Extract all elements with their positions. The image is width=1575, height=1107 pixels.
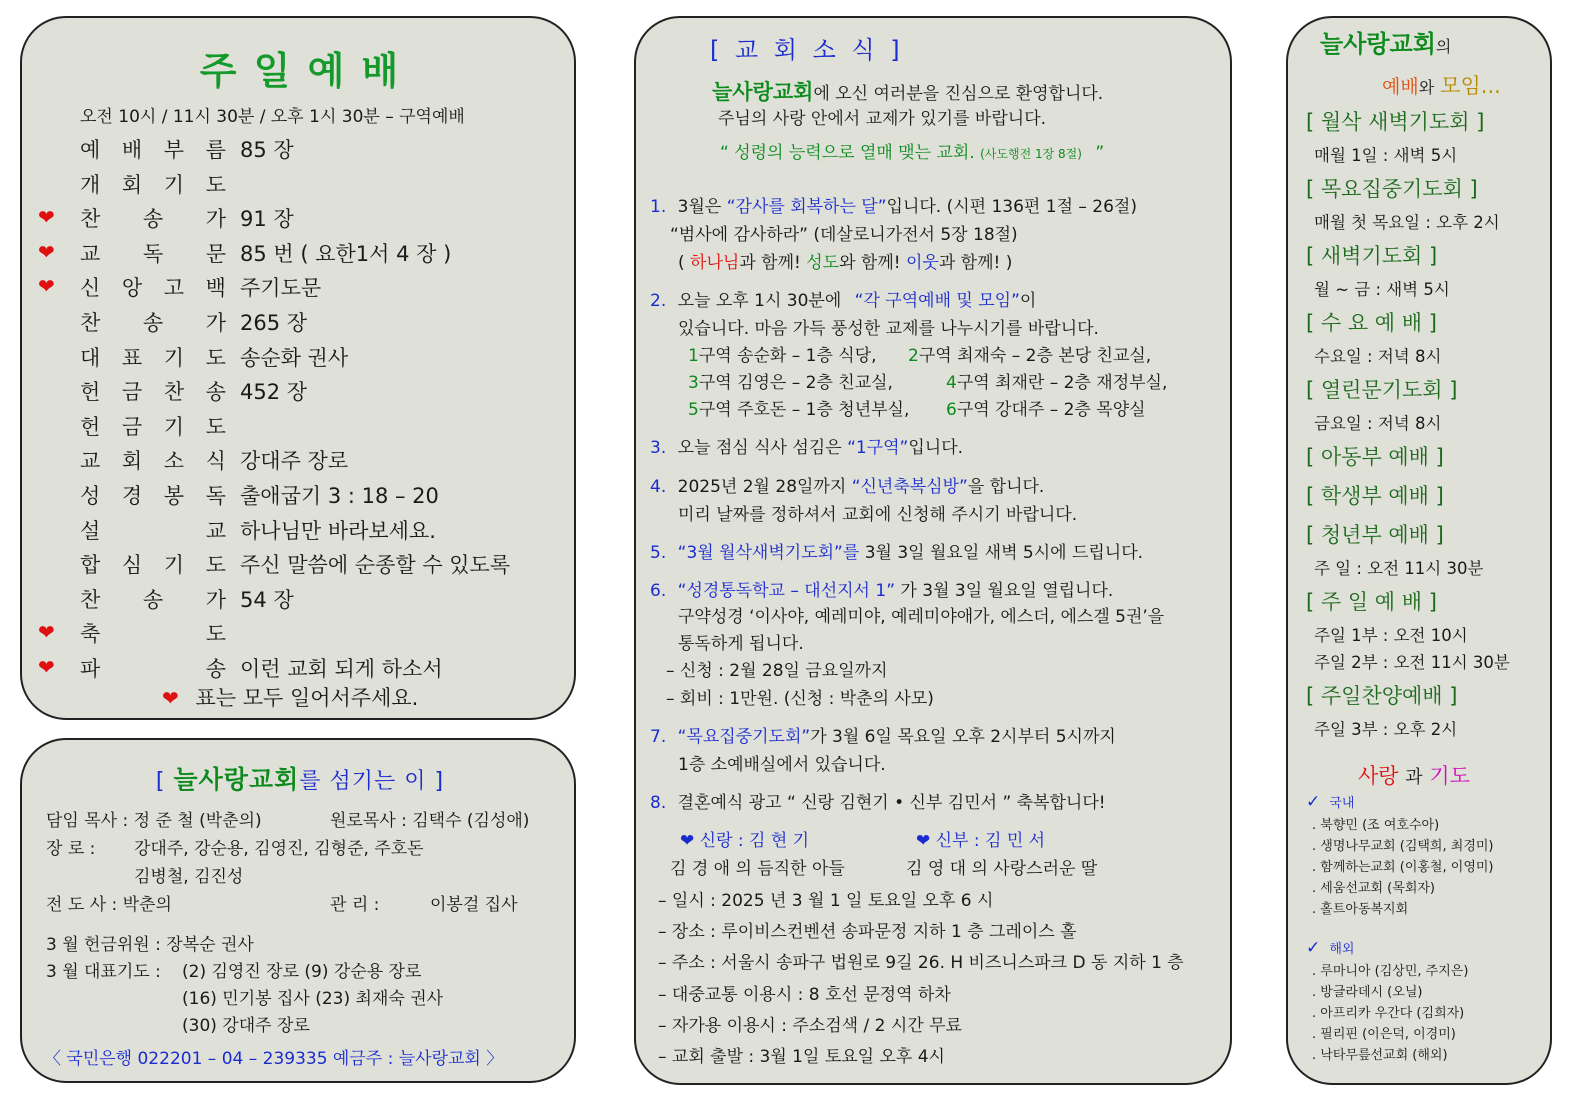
news-highlight: “3월 월삭새벽기도회”를 xyxy=(677,543,860,563)
schedule-time: 주 일 : 오전 11시 30분 xyxy=(1314,559,1484,578)
news-item-6-line-5: – 회비 : 1만원. (신청 : 박춘의 사모) xyxy=(666,689,934,709)
domestic-mission-item: . 북향민 (조 여호수아) xyxy=(1312,818,1440,833)
news-highlight: “신년축복심방” xyxy=(851,477,968,497)
worship-item-value: 265 장 xyxy=(240,311,308,335)
worship-order-item xyxy=(22,238,578,270)
motto-reference: (사도행전 1장 8절) xyxy=(980,147,1082,161)
schedule-heading: [ 수 요 예 배 ] xyxy=(1306,311,1437,335)
news-text: 결혼예식 광고 “ 신랑 김현기 • 신부 김민서 ” 축복합니다! xyxy=(677,793,1106,813)
news-item-3 xyxy=(650,433,963,458)
label-char: 금 xyxy=(121,414,143,439)
label-char: 심 xyxy=(121,553,143,578)
worship-order-panel xyxy=(20,16,576,720)
motto-close: ” xyxy=(1095,143,1105,163)
label-char: 도 xyxy=(205,414,226,439)
label-char: 송 xyxy=(142,587,164,612)
news-text: 을 합니다. xyxy=(967,477,1045,497)
label-char: 도 xyxy=(205,622,226,647)
church-news-panel xyxy=(634,16,1232,1085)
check-icon: ✓ xyxy=(1306,792,1321,812)
label-char: 교 xyxy=(80,449,101,474)
label-char: 독 xyxy=(142,241,164,266)
worship-order-item xyxy=(22,411,578,443)
news-text: 이 xyxy=(1019,291,1037,311)
prayer-line-1: (2) 김영진 장로 (9) 강순용 장로 xyxy=(182,962,422,982)
worship-item-label xyxy=(80,272,226,302)
label-char: 회 xyxy=(121,449,143,474)
schedule-heading: [ 새벽기도회 ] xyxy=(1306,244,1438,268)
worship-item-value: 출애굽기 3 : 18 – 20 xyxy=(240,484,439,508)
paren: ( xyxy=(678,253,685,273)
label-char: 회 xyxy=(121,172,143,197)
label-char: 봉 xyxy=(163,484,185,508)
news-number: 1. xyxy=(650,197,667,217)
worship-item-value: 송순화 권사 xyxy=(240,345,349,370)
domestic-mission-item: . 홀트아동복지회 xyxy=(1312,902,1409,917)
worship-item-value: 강대주 장로 xyxy=(240,449,349,474)
worship-order-item xyxy=(22,307,578,339)
welcome-text: 에 오신 여러분을 진심으로 환영합니다. xyxy=(813,84,1104,104)
zone-item xyxy=(946,368,1167,393)
overseas-heading xyxy=(1306,938,1354,958)
worship-time: 오전 10시 / 11시 30분 / 오후 1시 30분 – 구역예배 xyxy=(80,107,465,127)
label-char: 경 xyxy=(121,484,143,508)
worship-item-value: 452 장 xyxy=(240,380,308,405)
schedule-title xyxy=(1320,24,1451,59)
news-text: 과 함께! xyxy=(739,253,801,273)
news-item-6-line-2: 구약성경 ‘이사야, 예레미야, 예레미야애가, 에스더, 에스겔 5권’을 xyxy=(678,607,1165,627)
worship-footnote-text: 표는 모두 일어서주세요. xyxy=(195,686,419,710)
news-item-4 xyxy=(650,472,1044,497)
news-highlight: 이웃 xyxy=(906,253,939,273)
elders-label: 장 로 : xyxy=(46,839,96,859)
zone-item xyxy=(946,395,1146,420)
overseas-mission-item: . 루마니아 (김상민, 주지은) xyxy=(1312,964,1469,979)
label-char: 가 xyxy=(205,311,226,335)
wedding-detail-line: – 장소 : 루이비스컨벤션 송파문정 지하 1 층 그레이스 홀 xyxy=(658,922,1077,943)
worship-order-item xyxy=(22,203,578,235)
news-text: 오늘 점심 식사 섬김은 xyxy=(677,438,842,458)
schedule-heading: [ 청년부 예배 ] xyxy=(1306,523,1444,547)
label-char: 표 xyxy=(121,345,143,370)
prayer-text: 기도 xyxy=(1429,764,1470,788)
news-item-1-line-3 xyxy=(678,248,1012,273)
label-char: 기 xyxy=(163,553,185,578)
news-number: 6. xyxy=(650,581,667,601)
worship-item-value: 하나님만 바라보세요. xyxy=(240,518,436,543)
bracket-open: [ xyxy=(155,769,166,794)
news-highlight: “각 구역예배 및 모임” xyxy=(854,291,1020,311)
worship-item-label xyxy=(80,238,226,268)
label-char: 송 xyxy=(205,657,226,681)
news-text: 입니다. xyxy=(908,438,964,458)
worship-order-item xyxy=(22,584,578,616)
label-char: 가 xyxy=(205,587,226,612)
worship-footnote xyxy=(162,682,418,712)
senior-pastor: 담임 목사 : 정 준 철 (박춘의) xyxy=(46,811,262,831)
schedule-subtitle xyxy=(1382,70,1501,100)
subtitle-worship: 예배 xyxy=(1382,76,1419,98)
schedule-time: 주일 1부 : 오전 10시 xyxy=(1314,626,1468,645)
worship-item-value: 주신 말씀에 순종할 수 있도록 xyxy=(240,553,511,578)
news-item-6 xyxy=(650,576,1113,601)
label-char: 문 xyxy=(205,241,226,266)
label-char: 기 xyxy=(163,345,185,370)
wedding-detail-line: – 주소 : 서울시 송파구 법원로 9길 26. H 비즈니스파크 D 동 지하 1 층 xyxy=(658,953,1184,974)
schedule-time: 금요일 : 저녁 8시 xyxy=(1314,414,1442,433)
label-char: 식 xyxy=(205,449,226,474)
schedule-time: 주일 3부 : 오후 2시 xyxy=(1314,720,1458,739)
heart-icon: ❤ xyxy=(38,239,55,264)
news-text: 3월은 xyxy=(677,197,722,217)
news-number: 2. xyxy=(650,291,667,311)
label-char: 앙 xyxy=(121,276,143,301)
label-char: 헌 xyxy=(80,380,101,405)
domestic-mission-item: . 세움선교회 (목회자) xyxy=(1312,881,1436,896)
bank-account: 〈 국민은행 022201 – 04 – 239335 예금주 : 늘사랑교회 〉 xyxy=(44,1049,504,1069)
label-char: 백 xyxy=(205,276,226,301)
heart-icon: ❤ xyxy=(38,274,55,299)
domestic-label: 국내 xyxy=(1329,796,1355,811)
worship-item-value: 85 장 xyxy=(240,138,294,162)
wedding-detail-line: – 대중교통 이용시 : 8 호선 문정역 하차 xyxy=(658,984,951,1005)
label-char: 예 xyxy=(80,138,101,162)
label-char: 교 xyxy=(80,241,101,266)
zone-item xyxy=(688,368,893,393)
worship-order-item xyxy=(22,480,578,512)
label-char: 가 xyxy=(205,207,226,232)
schedule-heading: [ 목요집중기도회 ] xyxy=(1306,177,1478,201)
news-text: 가 3월 6일 목요일 오후 2시부터 5시까지 xyxy=(810,727,1116,747)
label-char: 송 xyxy=(142,207,164,232)
leaders-heading xyxy=(22,760,578,796)
worship-item-label xyxy=(80,445,226,475)
label-char: 소 xyxy=(163,449,185,474)
news-text: 과 함께! ) xyxy=(938,253,1013,273)
prayer-label: 3 월 대표기도 : xyxy=(46,962,161,982)
news-item-2 xyxy=(650,286,1036,311)
schedule-time: 매월 첫 목요일 : 오후 2시 xyxy=(1314,213,1500,232)
news-item-7-line-2: 1층 소예배실에서 있습니다. xyxy=(678,755,886,775)
wedding-detail-line: – 일시 : 2025 년 3 월 1 일 토요일 오후 6 시 xyxy=(658,891,994,911)
zone-number: 4 xyxy=(946,373,957,393)
label-char: 배 xyxy=(121,138,143,162)
church-motto xyxy=(720,138,1104,163)
news-highlight: “1구역” xyxy=(847,438,909,458)
prayer-line-2: (16) 민기봉 집사 (23) 최재숙 권사 xyxy=(182,989,444,1009)
news-number: 4. xyxy=(650,477,667,497)
news-text: 오늘 오후 1시 30분에 xyxy=(677,291,842,311)
label-char: 부 xyxy=(163,138,185,162)
worship-order-item xyxy=(22,342,578,374)
worship-item-label xyxy=(80,411,226,441)
overseas-mission-item: . 방글라데시 (오닐) xyxy=(1312,985,1423,1000)
motto-text: “ 성령의 능력으로 열매 맺는 교회. xyxy=(720,143,975,163)
schedule-time: 주일 2부 : 오전 11시 30분 xyxy=(1314,653,1510,672)
emeritus-pastor: 원로목사 : 김택수 (김성애) xyxy=(330,811,530,831)
schedule-time: 수요일 : 저녁 8시 xyxy=(1314,347,1442,366)
worship-order-item xyxy=(22,445,578,477)
worship-order-item xyxy=(22,515,578,547)
news-number: 7. xyxy=(650,727,667,747)
worship-item-label xyxy=(80,169,226,199)
schedule-heading: [ 열린문기도회 ] xyxy=(1306,378,1458,402)
heart-icon: ❤ xyxy=(38,655,55,679)
news-text: 와 함께! xyxy=(839,253,901,273)
worship-item-label xyxy=(80,307,226,337)
heart-icon: ❤ xyxy=(38,205,55,230)
worship-item-value: 이런 교회 되게 하소서 xyxy=(240,657,443,681)
worship-order-item xyxy=(22,169,578,201)
manager: 이봉걸 집사 xyxy=(430,895,518,915)
label-char: 찬 xyxy=(80,587,101,612)
worship-order-item xyxy=(22,134,578,166)
evangelist: 전 도 사 : 박춘의 xyxy=(46,895,172,915)
label-char: 금 xyxy=(121,380,143,405)
worship-item-label xyxy=(80,342,226,372)
news-text: 2025년 2월 28일까지 xyxy=(677,477,847,497)
label-char: 신 xyxy=(80,276,101,301)
subtitle-and: 와 xyxy=(1418,78,1435,97)
schedule-heading: [ 월삭 새벽기도회 ] xyxy=(1306,110,1485,134)
zone-number: 1 xyxy=(688,346,699,366)
schedule-heading: [ 주 일 예 배 ] xyxy=(1306,590,1437,614)
heart-icon: ❤ xyxy=(38,620,55,645)
label-char: 송 xyxy=(142,311,164,335)
wedding-detail-line: – 교회 출발 : 3월 1일 토요일 오후 4시 xyxy=(658,1047,945,1067)
worship-order-item xyxy=(22,549,578,581)
worship-item-label xyxy=(80,515,226,545)
love-and-prayer-heading xyxy=(1358,760,1470,790)
news-item-6-line-3: 통독하게 됩니다. xyxy=(678,634,804,654)
zone-item xyxy=(688,341,877,366)
news-item-7 xyxy=(650,722,1116,747)
news-number: 8. xyxy=(650,793,667,813)
schedule-heading: [ 아동부 예배 ] xyxy=(1306,445,1444,469)
title-suffix: 의 xyxy=(1435,37,1452,56)
subtitle-meeting: 모임... xyxy=(1440,74,1501,98)
worship-item-label xyxy=(80,376,226,406)
schedule-time: 월 ~ 금 : 새벽 5시 xyxy=(1314,280,1450,299)
worship-item-value: 주기도문 xyxy=(240,276,322,301)
label-char: 송 xyxy=(205,380,226,405)
worship-item-label xyxy=(80,203,226,233)
leaders-panel xyxy=(20,738,576,1083)
elders-line-1: 강대주, 강순용, 김영진, 김형준, 주호돈 xyxy=(134,839,424,859)
manager-label: 관 리 : xyxy=(330,895,380,915)
news-item-4-line-2: 미리 날짜를 정하셔서 교회에 신청해 주시기 바랍니다. xyxy=(678,505,1078,525)
news-item-1 xyxy=(650,192,1137,217)
zone-text: 구역 최재숙 – 2층 본당 친교실, xyxy=(918,346,1152,366)
label-char: 합 xyxy=(80,553,101,578)
news-number: 5. xyxy=(650,543,667,563)
zone-number: 3 xyxy=(688,373,699,393)
love-text: 사랑 xyxy=(1358,764,1399,788)
label-char: 독 xyxy=(205,484,226,508)
domestic-heading xyxy=(1306,792,1354,812)
heart-icon: ❤ xyxy=(162,686,179,710)
worship-item-label xyxy=(80,134,226,164)
news-text: 입니다. (시편 136편 1절 – 26절) xyxy=(886,197,1137,217)
news-item-6-line-4: – 신청 : 2월 28일 금요일까지 xyxy=(666,661,888,681)
and-text: 과 xyxy=(1405,767,1423,788)
zone-text: 구역 최재란 – 2층 재정부실, xyxy=(956,373,1168,393)
label-char: 름 xyxy=(205,138,226,162)
worship-item-label xyxy=(80,549,226,579)
label-char: 찬 xyxy=(80,207,101,232)
schedule-heading: [ 학생부 예배 ] xyxy=(1306,484,1444,508)
news-item-5 xyxy=(650,538,1143,563)
label-char: 설 xyxy=(80,518,101,543)
label-char: 파 xyxy=(80,657,101,681)
zone-number: 5 xyxy=(688,400,699,420)
groom: ❤ 신랑 : 김 현 기 xyxy=(680,831,810,851)
news-item-2-line-2: 있습니다. 마음 가득 풍성한 교제를 나누시기를 바랍니다. xyxy=(678,319,1099,339)
label-char: 교 xyxy=(205,518,226,543)
news-number: 3. xyxy=(650,438,667,458)
label-char: 찬 xyxy=(163,380,185,405)
schedule-panel xyxy=(1286,16,1552,1085)
zone-number: 2 xyxy=(908,346,919,366)
groom-parents: 김 경 애 의 듬직한 아들 xyxy=(670,859,845,879)
news-highlight: “성경통독학교 – 대선지서 1” xyxy=(677,581,896,601)
welcome-line-1 xyxy=(712,76,1103,106)
worship-item-label xyxy=(80,653,226,683)
church-name: 늘사랑교회 xyxy=(712,80,814,104)
overseas-mission-item: . 낙타무릎선교회 (해외) xyxy=(1312,1048,1448,1063)
overseas-label: 해외 xyxy=(1329,942,1355,957)
wedding-detail-line: – 자가용 이용시 : 주소검색 / 2 시간 무료 xyxy=(658,1015,962,1036)
domestic-mission-item: . 함께하는교회 (이홍철, 이영미) xyxy=(1312,860,1494,875)
worship-order-item xyxy=(22,618,578,650)
domestic-mission-item: . 생명나무교회 (김택희, 최경미) xyxy=(1312,839,1494,854)
news-text: 가 3월 3일 월요일 열립니다. xyxy=(900,581,1114,601)
prayer-line-3: (30) 강대주 장로 xyxy=(182,1016,310,1036)
bride-parents: 김 영 대 의 사랑스러운 딸 xyxy=(906,859,1098,879)
bracket-close: ] xyxy=(434,769,445,794)
worship-item-value: 54 장 xyxy=(240,587,294,612)
label-char: 도 xyxy=(205,172,226,197)
news-item-8 xyxy=(650,788,1106,813)
label-char: 기 xyxy=(163,172,185,197)
offering-committee: 3 월 헌금위원 : 장복순 권사 xyxy=(46,935,254,955)
zone-text: 구역 김영은 – 2층 친교실, xyxy=(698,373,893,393)
news-text: 3월 3일 월요일 새벽 5시에 드립니다. xyxy=(864,543,1144,563)
label-char: 축 xyxy=(80,622,101,647)
label-char: 찬 xyxy=(80,311,101,335)
worship-item-label xyxy=(80,480,226,510)
church-name: 늘사랑교회 xyxy=(173,765,300,794)
zone-text: 구역 송순화 – 1층 식당, xyxy=(698,346,877,366)
label-char: 고 xyxy=(163,276,185,301)
worship-item-label xyxy=(80,584,226,614)
overseas-mission-item: . 아프리카 우간다 (김희자) xyxy=(1312,1006,1465,1021)
schedule-heading: [ 주일찬양예배 ] xyxy=(1306,684,1458,708)
label-char: 대 xyxy=(80,345,101,370)
label-char: 기 xyxy=(163,414,185,439)
news-item-1-line-2: “범사에 감사하라” (데살로니가전서 5장 18절) xyxy=(670,225,1018,245)
zone-item xyxy=(688,395,909,420)
label-char: 헌 xyxy=(80,414,101,439)
label-char: 도 xyxy=(205,345,226,370)
overseas-mission-item: . 필리핀 (이은덕, 이경미) xyxy=(1312,1027,1456,1042)
schedule-time: 매월 1일 : 새벽 5시 xyxy=(1314,146,1458,165)
zone-text: 구역 주호돈 – 1층 청년부실, xyxy=(698,400,910,420)
label-char: 개 xyxy=(80,172,101,197)
news-highlight: “목요집중기도회” xyxy=(677,727,811,747)
check-icon: ✓ xyxy=(1306,938,1321,958)
news-highlight: “감사를 회복하는 달” xyxy=(726,197,887,217)
zone-number: 6 xyxy=(946,400,957,420)
news-heading: [ 교 회 소 식 ] xyxy=(710,36,904,64)
zone-text: 구역 강대주 – 2층 목양실 xyxy=(956,400,1146,420)
worship-order-item xyxy=(22,376,578,408)
news-highlight: 성도 xyxy=(806,253,840,273)
worship-order-item xyxy=(22,272,578,304)
worship-item-value: 85 번 ( 요한1서 4 장 ) xyxy=(240,241,452,266)
leaders-heading-text: 를 섬기는 이 xyxy=(299,769,427,794)
worship-order-item xyxy=(22,653,578,685)
label-char: 성 xyxy=(80,484,101,508)
worship-item-label xyxy=(80,618,226,648)
worship-item-value: 91 장 xyxy=(240,207,294,232)
worship-title: 주 일 예 배 xyxy=(199,49,401,93)
news-highlight: 하나님 xyxy=(690,253,740,273)
elders-line-2: 김병철, 김진성 xyxy=(134,867,244,887)
church-name: 늘사랑교회 xyxy=(1320,30,1436,58)
label-char: 도 xyxy=(205,553,226,578)
zone-item xyxy=(908,341,1151,366)
bride: ❤ 신부 : 김 민 서 xyxy=(916,831,1046,851)
welcome-line-2: 주님의 사랑 안에서 교제가 있기를 바랍니다. xyxy=(718,109,1047,129)
